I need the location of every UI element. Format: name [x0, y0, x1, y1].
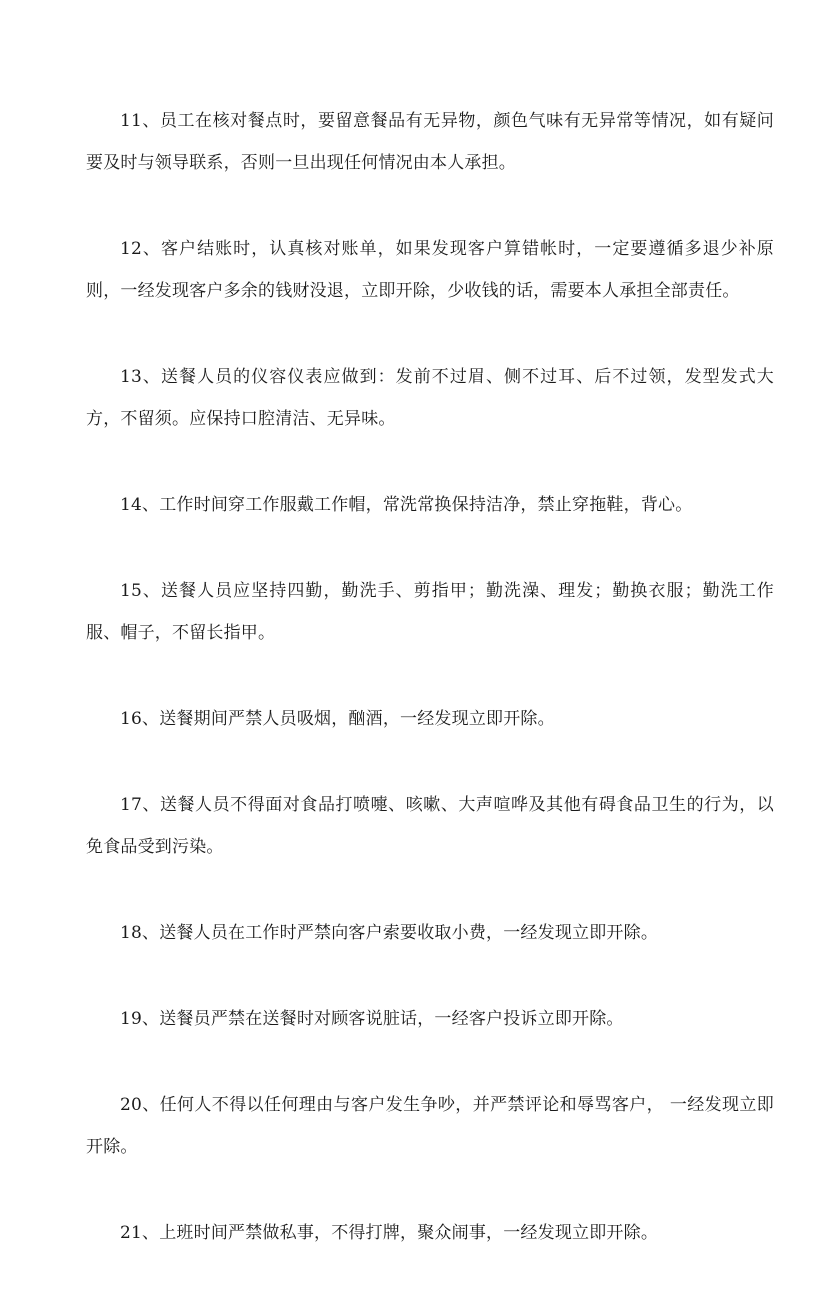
paragraph-number: 14、: [120, 495, 160, 515]
paragraph-text: 送餐人员的仪容仪表应做到：发前不过眉、侧不过耳、后不过领，发型发式大方，不留须。应保持口腔清洁、无异味。: [86, 367, 774, 429]
paragraph-number: 15、: [120, 581, 161, 601]
paragraph-text: 员工在核对餐点时，要留意餐品有无异物，颜色气味有无异常等情况，如有疑问要及时与领导联系，否则一旦出现任何情况由本人承担。: [86, 111, 775, 173]
paragraph-number: 11、: [120, 111, 160, 131]
paragraph-number: 12、: [120, 239, 161, 259]
paragraph-number: 13、: [120, 367, 161, 387]
paragraph-11: [86, 100, 774, 184]
paragraph-18: [86, 912, 774, 954]
paragraph-13: [86, 356, 774, 440]
paragraph-text: 送餐期间严禁人员吸烟，酗酒，一经发现立即开除。: [159, 709, 555, 729]
paragraph-14: [86, 484, 774, 526]
paragraph-15: [86, 570, 774, 654]
paragraph-20: [86, 1084, 774, 1168]
paragraph-number: 19、: [120, 1009, 160, 1029]
paragraph-number: 21、: [120, 1223, 160, 1243]
paragraph-text: 客户结账时，认真核对账单，如果发现客户算错帐时，一定要遵循多退少补原则，一经发现客户多余的钱财没退，立即开除，少收钱的话，需要本人承担全部责任。: [86, 239, 774, 301]
paragraph-text: 送餐人员在工作时严禁向客户索要收取小费，一经发现立即开除。: [159, 923, 659, 943]
paragraph-16: [86, 698, 774, 740]
paragraph-text: 工作时间穿工作服戴工作帽，常洗常换保持洁净，禁止穿拖鞋，背心。: [159, 495, 693, 515]
paragraph-text: 送餐员严禁在送餐时对顾客说脏话，一经客户投诉立即开除。: [159, 1009, 624, 1029]
paragraph-17: [86, 784, 774, 868]
paragraph-number: 18、: [120, 923, 160, 943]
paragraph-text: 任何人不得以任何理由与客户发生争吵，并严禁评论和辱骂客户， 一经发现立即开除。: [86, 1095, 774, 1157]
paragraph-12: [86, 228, 774, 312]
paragraph-number: 20、: [120, 1095, 160, 1115]
paragraph-number: 17、: [120, 795, 160, 815]
paragraph-text: 送餐人员应坚持四勤，勤洗手、剪指甲；勤洗澡、理发；勤换衣服；勤洗工作服、帽子，不留长指甲。: [86, 581, 774, 643]
paragraph-number: 16、: [120, 709, 160, 729]
document-body: [86, 100, 774, 1298]
paragraph-21: [86, 1212, 774, 1254]
paragraph-text: 送餐人员不得面对食品打喷嚏、咳嗽、大声喧哗及其他有碍食品卫生的行为，以免食品受到污染。: [86, 795, 775, 857]
paragraph-text: 上班时间严禁做私事，不得打牌，聚众闹事，一经发现立即开除。: [159, 1223, 659, 1243]
paragraph-19: [86, 998, 774, 1040]
